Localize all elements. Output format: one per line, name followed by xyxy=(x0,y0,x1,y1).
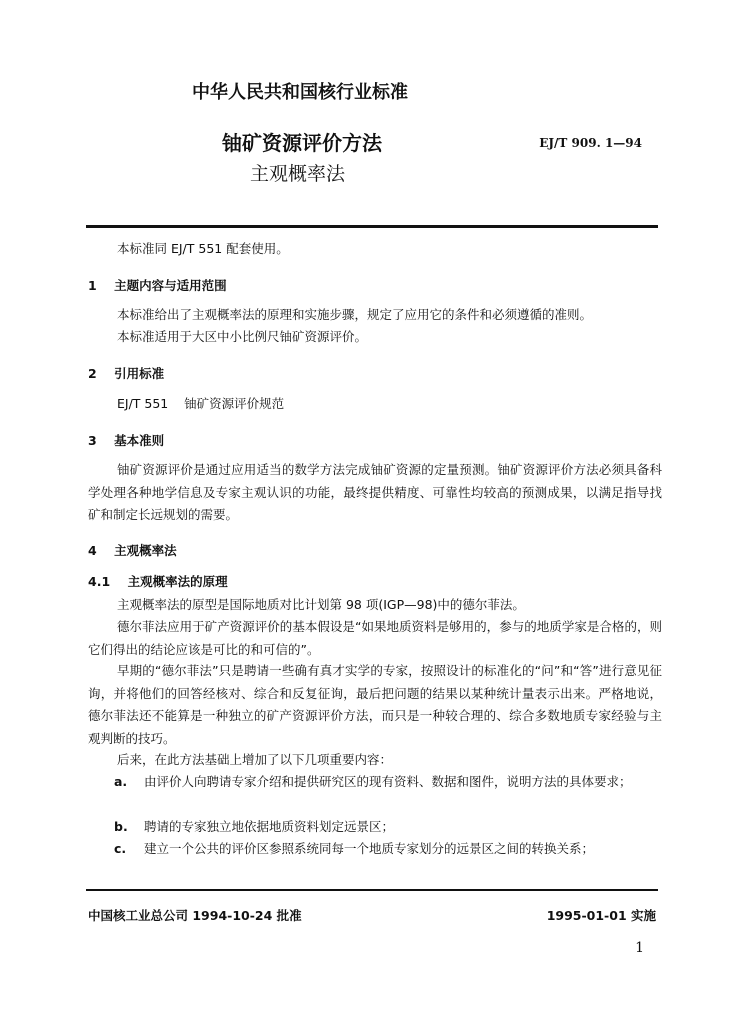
section-4-1-paragraph-1: 主观概率法的原型是国际地质对比计划第 98 项(IGP—98)中的德尔菲法。 xyxy=(117,597,525,612)
list-item-label: c. xyxy=(114,841,127,856)
list-item-text: 建立一个公共的评价区参照系统同每一个地质专家划分的远景区之间的转换关系； xyxy=(144,841,595,856)
document-subtitle: 主观概率法 xyxy=(250,163,346,185)
subsection-number: 4.1 xyxy=(88,574,111,589)
page-number: 1 xyxy=(635,940,644,956)
intro-text: 本标准同 EJ/T 551 配套使用。 xyxy=(117,241,289,256)
section-1-paragraph-1: 本标准给出了主观概率法的原理和实施步骤，规定了应用它的条件和必须遵循的准则。 xyxy=(117,307,593,322)
section-title: 主题内容与适用范围 xyxy=(114,278,227,293)
list-item-label: b. xyxy=(114,819,128,834)
section-2-heading xyxy=(88,364,164,382)
top-divider xyxy=(86,225,658,228)
referenced-standard xyxy=(117,393,284,415)
section-3-paragraph: 铀矿资源评价是通过应用适当的数学方法完成铀矿资源的定量预测。铀矿资源评价方法必须具备科学处理各种地学信息及专家主观认识的功能，最终提供精度、可靠性均较高的预测成果，以满足指导找矿和制定长远规划的需要。 xyxy=(88,462,662,522)
section-4-1-paragraph-3: 早期的“德尔菲法”只是聘请一些确有真才实学的专家，按照设计的标准化的“问”和“答”进行意见征询，并将他们的回答经核对、综合和反复征询，最后把问题的结果以某种统计量表示出来。严格地说，德尔菲法还不能算是一种独立的矿产资源评价方法，而只是一种较合理的、综合多数地质专家经验与主观判断的技巧。 xyxy=(88,663,662,746)
list-item xyxy=(88,771,662,794)
section-title: 引用标准 xyxy=(114,366,165,381)
section-number: 1 xyxy=(88,278,97,293)
section-1-paragraph-2: 本标准适用于大区中小比例尺铀矿资源评价。 xyxy=(117,329,368,344)
standard-number: EJ/T 909. 1—94 xyxy=(539,136,642,150)
org-standard-heading: 中华人民共和国核行业标准 xyxy=(192,82,408,103)
list-item xyxy=(88,838,662,861)
subsection-title: 主观概率法的原理 xyxy=(127,574,228,589)
section-3-heading xyxy=(88,431,164,449)
section-number: 3 xyxy=(88,433,97,448)
section-number: 2 xyxy=(88,366,97,381)
effective-date: 1995-01-01 实施 xyxy=(546,908,656,923)
document-title: 铀矿资源评价方法 xyxy=(222,131,382,155)
approval-date: 中国核工业总公司 1994-10-24 批准 xyxy=(88,908,302,923)
ref-title: 铀矿资源评价规范 xyxy=(184,396,285,411)
section-title: 基本准则 xyxy=(114,433,165,448)
section-title: 主观概率法 xyxy=(114,543,177,558)
list-item-text: 由评价人向聘请专家介绍和提供研究区的现有资料、数据和图件，说明方法的具体要求； xyxy=(144,774,632,789)
section-1-heading xyxy=(88,276,227,294)
list-item-label: a. xyxy=(114,774,128,789)
section-number: 4 xyxy=(88,543,97,558)
section-4-heading xyxy=(88,541,177,559)
list-item-text: 聘请的专家独立地依据地质资料划定远景区； xyxy=(144,819,395,834)
subsection-4-1-heading xyxy=(88,572,228,590)
bottom-divider xyxy=(86,889,658,891)
ref-code: EJ/T 551 xyxy=(117,396,169,411)
section-4-1-paragraph-2: 德尔菲法应用于矿产资源评价的基本假设是“如果地质资料是够用的，参与的地质学家是合格的，则它们得出的结论应该是可比的和可信的”。 xyxy=(88,619,662,657)
section-4-1-paragraph-4: 后来，在此方法基础上增加了以下几项重要内容： xyxy=(117,752,393,767)
list-item xyxy=(88,816,662,839)
